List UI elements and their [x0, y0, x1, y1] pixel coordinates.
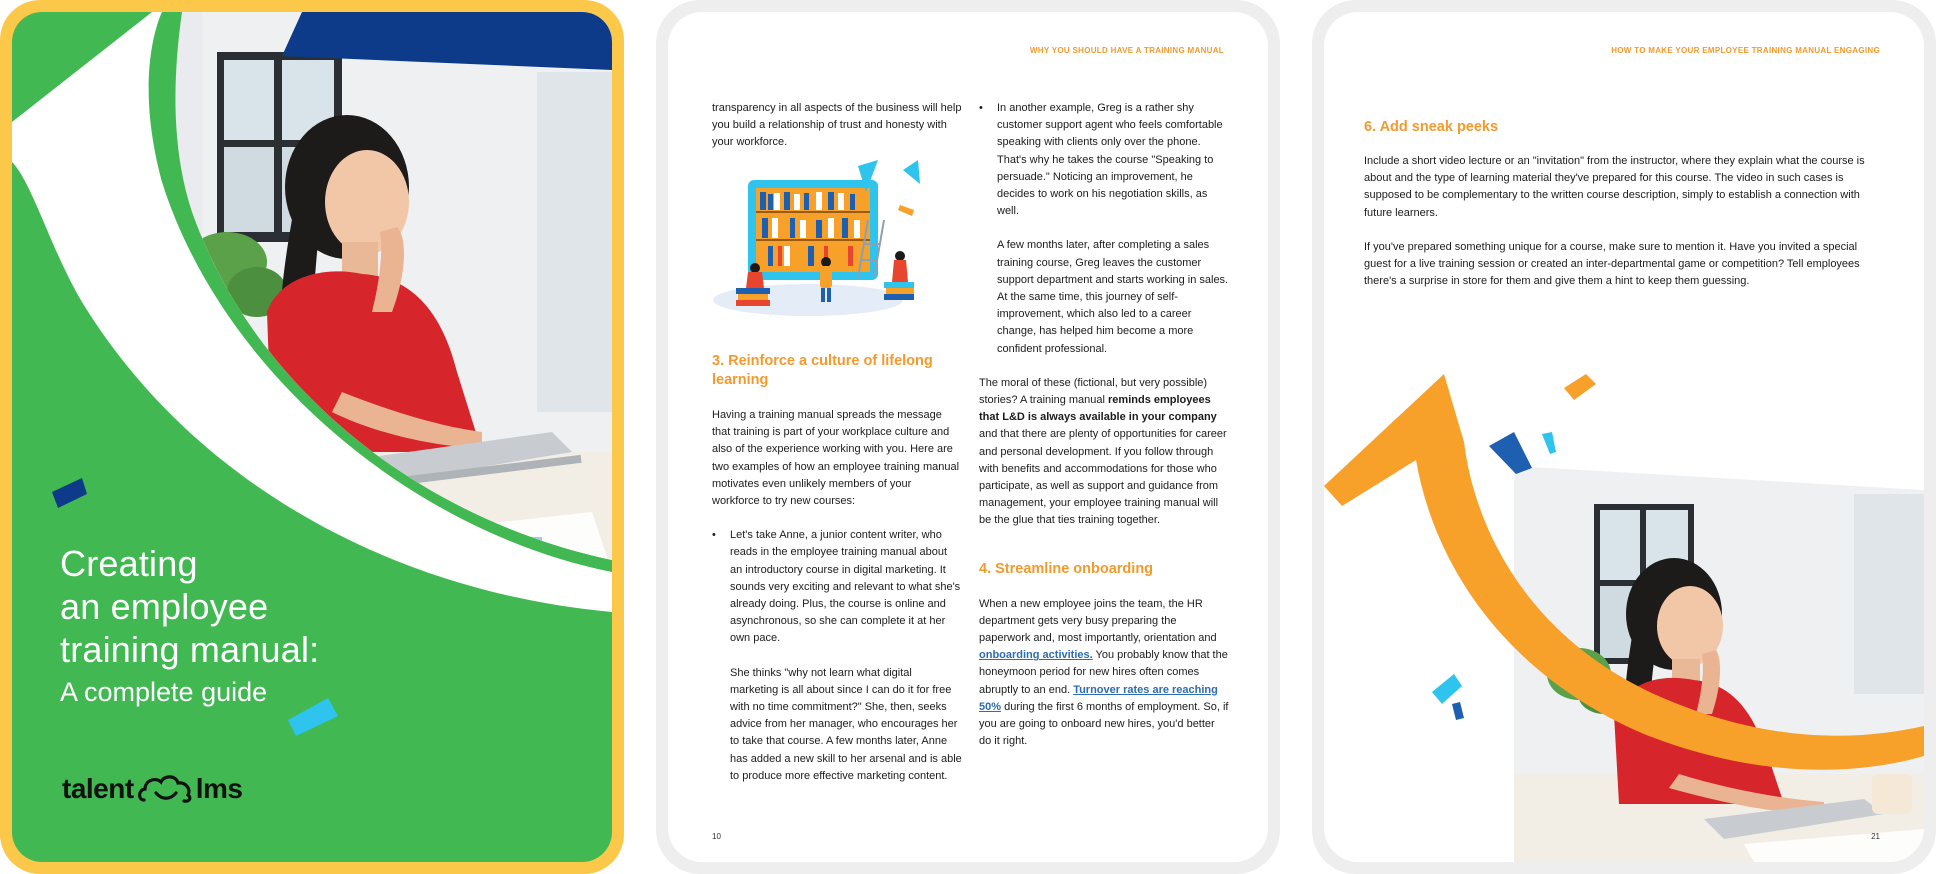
onboarding-paragraph: [979, 596, 1229, 751]
library-illustration: [708, 160, 934, 322]
cover-title: Creating an employee training manual:: [60, 543, 320, 670]
left-column: [712, 100, 962, 169]
examples-list-cont: [979, 100, 1229, 358]
onboarding-text-a: When a new employee joins the team, the HR department gets very busy preparing the paperwork and, most importantly, orientation and: [979, 597, 1217, 645]
cloud-smile-icon: [136, 772, 194, 806]
bullet-anne-text: • Let's take Anne, a junior content writer, who reads in the employee training manual about an introductory course in digital marketing. It sounds very exciting and relevant to what she's already doing. Plus, the course is online and asynchronous, so she can complete it at her own pace.: [730, 529, 961, 645]
bullet-anne: [712, 527, 962, 785]
running-head: WHY YOU SHOULD HAVE A TRAINING MANUAL: [1029, 46, 1224, 55]
heading-reinforce-culture: 3. Reinforce a culture of lifelong learning: [712, 353, 933, 388]
page-number: 21: [1871, 832, 1880, 841]
sneak-peeks-paragraph-2: If you've prepared something unique for a course, make sure to mention it. Have you invited a special guest for a live training session or created an inter-departmental game or competition? Tell employees there's a surprise in store for them and give them a hint to keep them guessing.: [1364, 240, 1860, 288]
page-21-sheet: [1324, 12, 1924, 862]
bullet-anne-cont: She thinks "why not learn what digital marketing is all about since I can do it for free with no time commitment?" She, then, seeks advice from her manager, who encourages her to take that course. A few months later, Anne has added a new skill to her arsenal and is able to produce more effective marketing content.: [730, 666, 962, 782]
cover-page: [0, 0, 624, 874]
page-10: [656, 0, 1280, 874]
bullet-greg-cont: A few months later, after completing a sales training course, Greg leaves the customer support department and starts working in sales. At the same time, this journey of self-improvement, which also led to a career change, has helped him become a more confident professional.: [997, 239, 1229, 355]
logo-word-lms: lms: [195, 773, 243, 804]
page-10-sheet: [668, 12, 1268, 862]
left-column-lower: [712, 352, 962, 785]
moral-bold: reminds employees that L&D is always available in your company: [979, 394, 1217, 424]
woman-at-laptop-photo: [12, 12, 612, 612]
intro-paragraph: transparency in all aspects of the business will help you build a relationship of trust and honesty with your workforce.: [712, 102, 962, 149]
bullet-greg: [979, 100, 1229, 358]
heading-sneak-peeks: 6. Add sneak peeks: [1364, 119, 1499, 135]
logo-word-talent: talent: [62, 773, 134, 804]
text-block: [1364, 118, 1884, 307]
onboarding-text-c: during the first 6 months of employment. So, if you are going to onboard new hires, you'd better do it right.: [979, 700, 1229, 748]
culture-paragraph: Having a training manual spreads the message that training is part of your workplace culture and also of the experience working with you. Here are two examples of how an employee training manual motivates even unlikely members of your workforce to try new courses:: [712, 409, 960, 508]
page-21: [1312, 0, 1936, 874]
woman-at-laptop-photo: [1324, 374, 1924, 862]
bullet-greg-text: • In another example, Greg is a rather shy customer support agent who feels comfortable speaking with clients only over the phone. That's why he takes the course "Speaking to persuade." Noticing an improvement, he decides to work on his negotiation skills, as well.: [997, 102, 1223, 218]
onboarding-text-b: You probably know that the honeymoon period for new hires often comes abruptly to an end.: [979, 649, 1228, 696]
moral-text-a: The moral of these (fictional, but very possible) stories? A training manual: [979, 376, 1208, 407]
turnover-rates-link[interactable]: Turnover rates are reaching 50%: [979, 683, 1218, 713]
examples-list: [712, 527, 962, 785]
onboarding-activities-link[interactable]: onboarding activities.: [979, 649, 1093, 662]
talentlms-logo: [62, 772, 242, 806]
sneak-peeks-paragraph-1: Include a short video lecture or an "invitation" from the instructor, where they explain what the course is about and the type of learning material they've prepared for this course. The video in such cases is supposed to be complementary to the written course description, simply to establish a connection with future learners.: [1364, 155, 1865, 219]
running-head: HOW TO MAKE YOUR EMPLOYEE TRAINING MANUAL ENGAGING: [1611, 46, 1880, 55]
moral-paragraph: [979, 375, 1229, 530]
heading-streamline-onboarding: 4. Streamline onboarding: [979, 560, 1154, 577]
cyan-accent-dash: [282, 690, 342, 740]
page-number: 10: [712, 832, 721, 841]
cover-subtitle: A complete guide: [60, 677, 268, 707]
moral-text-c: and that there are plenty of opportunities for career and personal development. If you follow through with benefits and accommodations for those who participate, as well as support and guidance from management, your employee training manual will be the glue that ties training together.: [979, 428, 1227, 527]
cover-panel: [12, 12, 612, 862]
right-column: [979, 100, 1229, 768]
